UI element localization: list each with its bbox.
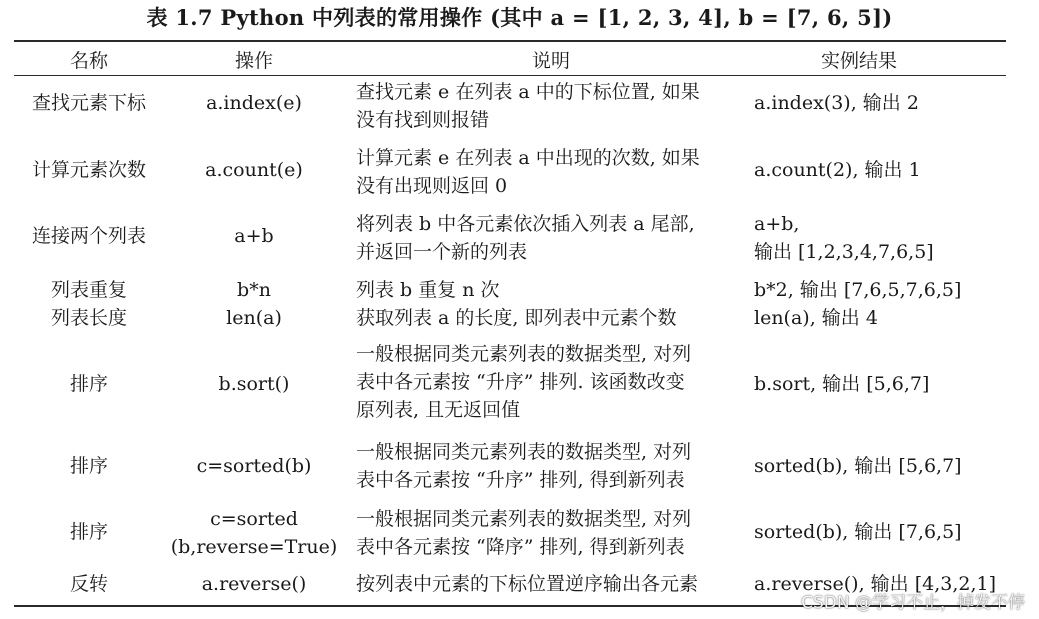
row-7-op: a.reverse()	[201, 573, 307, 595]
row-5-desc: 一般根据同类元素列表的数据类型, 对列 表中各元素按 “升序” 排列, 得到新列表	[356, 441, 692, 491]
row-6-op: c=sorted (b,reverse=True)	[170, 508, 338, 558]
row-4-example: b.sort, 输出 [5,6,7]	[754, 373, 930, 395]
row-5-example: sorted(b), 输出 [5,6,7]	[754, 455, 962, 477]
row-4-name: 排序	[69, 373, 108, 395]
row-1-name: 计算元素次数	[31, 159, 146, 181]
row-1-desc: 计算元素 e 在列表 a 中出现的次数, 如果 没有出现则返回 0	[356, 147, 700, 197]
row-1-example: a.count(2), 输出 1	[754, 159, 921, 181]
row-2-name: 连接两个列表	[31, 225, 146, 247]
row-3-name: 列表重复 列表长度	[50, 279, 127, 329]
row-3-desc: 列表 b 重复 n 次 获取列表 a 的长度, 即列表中元素个数	[356, 279, 677, 329]
row-6-example: sorted(b), 输出 [7,6,5]	[754, 521, 962, 543]
top-rule	[14, 40, 1006, 42]
header-description: 说明	[531, 50, 570, 72]
row-2-op: a+b	[234, 225, 274, 247]
row-0-op: a.index(e)	[206, 92, 302, 114]
csdn-watermark: CSDN @学习不止，掉发不停	[801, 593, 1025, 613]
row-6-desc: 一般根据同类元素列表的数据类型, 对列 表中各元素按 “降序” 排列, 得到新列表	[356, 508, 692, 558]
row-5-op: c=sorted(b)	[196, 455, 312, 477]
row-3-op: b*n len(a)	[226, 279, 282, 329]
row-7-example: a.reverse(), 输出 [4,3,2,1]	[754, 573, 996, 595]
row-3-example: b*2, 输出 [7,6,5,7,6,5] len(a), 输出 4	[754, 279, 962, 329]
header-operation: 操作	[234, 50, 273, 72]
table-caption: 表 1.7 Python 中列表的常用操作 (其中 a = [1, 2, 3, 4], b = [7, 6, 5])	[146, 5, 893, 30]
row-2-desc: 将列表 b 中各元素依次插入列表 a 尾部, 并返回一个新的列表	[356, 213, 695, 263]
row-7-name: 反转	[69, 573, 108, 595]
row-0-name: 查找元素下标	[31, 92, 146, 114]
row-0-example: a.index(3), 输出 2	[754, 92, 919, 114]
row-4-desc: 一般根据同类元素列表的数据类型, 对列 表中各元素按 “升序” 排列. 该函数改变 原列表, 且无返回值	[356, 343, 692, 421]
row-0-desc: 查找元素 e 在列表 a 中的下标位置, 如果 没有找到则报错	[356, 81, 700, 131]
row-6-name: 排序	[69, 521, 108, 543]
row-7-desc: 按列表中元素的下标位置逆序输出各元素	[356, 573, 699, 595]
row-2-example: a+b, 输出 [1,2,3,4,7,6,5]	[754, 213, 934, 263]
header-name: 名称	[69, 50, 108, 72]
header-example: 实例结果	[820, 50, 897, 72]
row-5-name: 排序	[69, 455, 108, 477]
header-rule	[14, 75, 1006, 76]
row-4-op: b.sort()	[218, 373, 290, 395]
row-1-op: a.count(e)	[205, 159, 303, 181]
